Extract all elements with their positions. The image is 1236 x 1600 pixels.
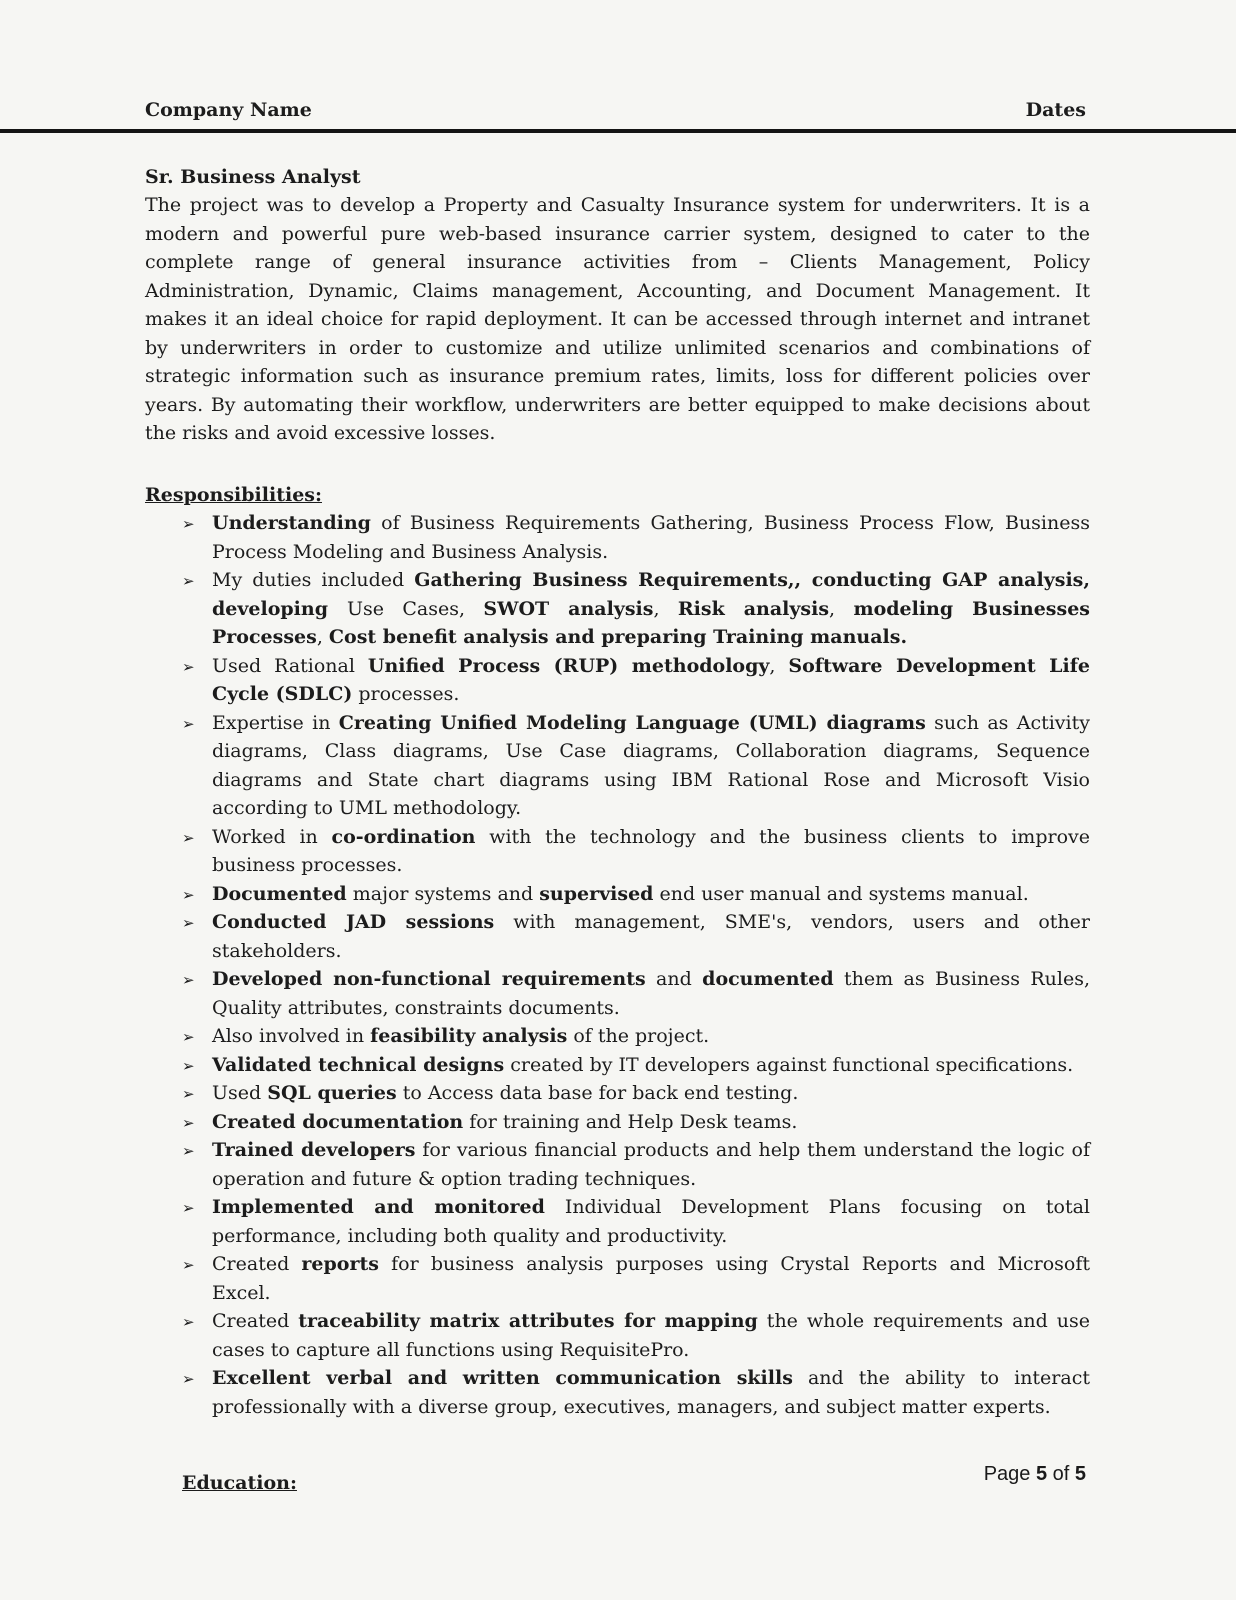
arrow-bullet-icon: ➢ xyxy=(182,828,195,847)
header-rule xyxy=(0,129,1236,133)
arrow-bullet-icon: ➢ xyxy=(182,914,195,932)
responsibility-text: Created reports for business analysis purposes using Crystal Reports and Microsoft Excel. xyxy=(212,1253,1090,1304)
arrow-bullet-icon: ➢ xyxy=(182,1113,195,1132)
responsibility-text: Created traceability matrix attributes for mapping the whole requirements and use cases to capture all functions using RequisitePro. xyxy=(212,1310,1090,1361)
arrow-bullet-icon: ➢ xyxy=(182,1056,195,1075)
responsibility-item xyxy=(145,1307,1090,1364)
responsibility-text: Conducted JAD sessions with management, SME's, vendors, users and other stakeholders. xyxy=(212,911,1090,962)
responsibility-item xyxy=(145,509,1090,566)
page-number-footer xyxy=(984,1460,1086,1488)
responsibilities-heading-text: Responsibilities: xyxy=(145,483,322,506)
arrow-bullet-icon: ➢ xyxy=(182,1370,195,1388)
arrow-bullet-icon: ➢ xyxy=(182,1142,195,1160)
arrow-bullet-icon: ➢ xyxy=(182,1028,195,1046)
responsibility-text: Implemented and monitored Individual Development Plans focusing on total performance, including both quality and productivity. xyxy=(212,1196,1090,1247)
responsibility-item xyxy=(145,1250,1090,1307)
responsibility-text: Validated technical designs created by IT developers against functional specifications. xyxy=(212,1053,1074,1076)
education-heading xyxy=(182,1469,1090,1498)
arrow-bullet-icon: ➢ xyxy=(182,657,195,676)
responsibility-text: Also involved in feasibility analysis of the project. xyxy=(212,1025,710,1047)
responsibility-text: Used Rational Unified Process (RUP) methodology, Software Development Life Cycle (SDLC) processes. xyxy=(212,654,1090,705)
responsibility-text: Expertise in Creating Unified Modeling Language (UML) diagrams such as Activity diagrams, Class diagrams, Use Case diagrams, Collaboration diagrams, Sequence diagrams and State chart diagrams using IBM Rational Rose and Microsoft Visio according to UML methodology. xyxy=(212,711,1090,819)
page-number-of-label: of xyxy=(1047,1463,1075,1485)
responsibility-text: My duties included Gathering Business Requirements,, conducting GAP analysis, developing Use Cases, SWOT analysis, Risk analysis, modeling Businesses Processes, Cost benefit analysis and preparing Training manuals. xyxy=(212,569,1090,648)
responsibility-text: Documented major systems and supervised end user manual and systems manual. xyxy=(212,882,1029,905)
header-company-name: Company Name xyxy=(145,99,312,121)
responsibility-item xyxy=(145,1079,1090,1108)
header-dates: Dates xyxy=(1025,99,1086,121)
responsibility-text: Excellent verbal and written communication skills and the ability to interact professionally with a diverse group, executives, managers, and subject matter experts. xyxy=(212,1367,1090,1418)
responsibility-item xyxy=(145,652,1090,709)
job-title: Sr. Business Analyst xyxy=(145,165,361,188)
arrow-bullet-icon: ➢ xyxy=(182,971,195,989)
responsibilities-heading xyxy=(145,481,1090,510)
total-page-number: 5 xyxy=(1074,1463,1086,1485)
arrow-bullet-icon: ➢ xyxy=(182,515,195,533)
arrow-bullet-icon: ➢ xyxy=(182,1256,195,1274)
arrow-bullet-icon: ➢ xyxy=(182,1085,195,1103)
responsibility-item xyxy=(145,880,1090,909)
responsibility-item xyxy=(145,709,1090,823)
responsibilities-list xyxy=(145,509,1090,1421)
responsibility-text: Created documentation for training and Help Desk teams. xyxy=(212,1110,798,1133)
arrow-bullet-icon: ➢ xyxy=(182,714,195,733)
arrow-bullet-icon: ➢ xyxy=(182,1199,195,1217)
responsibility-text: Worked in co-ordination with the technology and the business clients to improve business processes. xyxy=(212,825,1090,876)
responsibility-item xyxy=(145,1136,1090,1193)
responsibility-item xyxy=(145,566,1090,652)
responsibility-item xyxy=(145,1193,1090,1250)
responsibility-item xyxy=(145,1108,1090,1137)
project-summary: The project was to develop a Property and Casualty Insurance system for underwriters. It is a modern and powerful pure web-based insurance carrier system, designed to cater to the complete range of general insurance activities from – Clients Management, Policy Administration, Dynamic, Claims management, Accounting, and Document Management. It makes it an ideal choice for rapid deployment. It can be accessed through internet and intranet by underwriters in order to customize and utilize unlimited scenarios and combinations of strategic information such as insurance premium rates, limits, loss for different policies over years. By automating their workflow, underwriters are better equipped to make decisions about the risks and avoid excessive losses. xyxy=(145,194,1090,444)
arrow-bullet-icon: ➢ xyxy=(182,885,195,904)
responsibility-text: Understanding of Business Requirements Gathering, Business Process Flow, Business Process Modeling and Business Analysis. xyxy=(212,512,1090,563)
responsibility-item xyxy=(145,1051,1090,1080)
responsibility-item xyxy=(145,965,1090,1022)
document-header xyxy=(145,96,1086,125)
responsibility-text: Used SQL queries to Access data base for back end testing. xyxy=(212,1082,799,1104)
current-page-number: 5 xyxy=(1035,1463,1048,1485)
responsibility-item xyxy=(145,1364,1090,1421)
responsibility-item xyxy=(145,1022,1090,1051)
document-body xyxy=(145,163,1090,1498)
responsibility-item xyxy=(145,823,1090,880)
page-number-label: Page xyxy=(983,1463,1036,1485)
responsibility-item xyxy=(145,908,1090,965)
education-heading-text: Education: xyxy=(182,1472,297,1494)
responsibility-text: Developed non-functional requirements and documented them as Business Rules, Quality attributes, constraints documents. xyxy=(212,968,1090,1019)
responsibility-text: Trained developers for various financial products and help them understand the logic of operation and future & option trading techniques. xyxy=(212,1139,1091,1190)
arrow-bullet-icon: ➢ xyxy=(182,572,195,590)
arrow-bullet-icon: ➢ xyxy=(182,1313,195,1331)
